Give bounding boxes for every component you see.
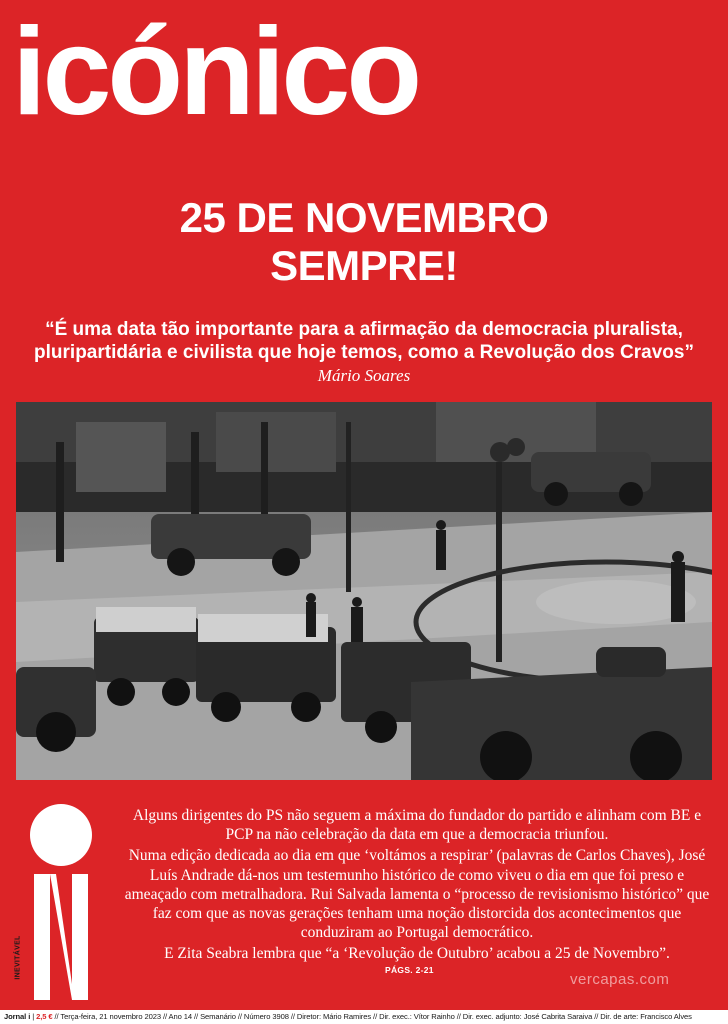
watermark: vercapas.com: [570, 971, 670, 988]
story-paragraph-2: Numa edição dedicada ao dia em que ‘voltámos a respirar’ (palavras de Carlos Chaves), José Luís Andrade dá-nos um testemunho histórico de como viveu o dia em que foi preso e ameaçado com metralhadora. Rui Salvada lamenta o “processo de revisionismo histórico” que faz com que as novas gerações tenham uma noção distorcida dos acontecimentos que conduziram ao Portugal democrático.: [124, 847, 710, 942]
logo-label: INEVITÁVEL: [14, 935, 22, 980]
footer-separator: |: [32, 1012, 37, 1021]
headline-line-1: 25 DE NOVEMBRO: [179, 194, 549, 241]
quote-author: Mário Soares: [317, 366, 411, 385]
i-logo-icon: [30, 804, 92, 866]
quote-line-1: “É uma data tão importante para a afirmação da democracia pluralista,: [45, 319, 683, 340]
pull-quote: [14, 318, 714, 364]
logo-stem-shape: [34, 874, 88, 1000]
cover-story-text: [118, 806, 716, 966]
brand-logo: [14, 804, 104, 1000]
photo-illustration: [16, 402, 712, 780]
masthead-title: icónico: [12, 3, 419, 141]
headline-line-2: SEMPRE!: [270, 242, 458, 289]
footer-price: 2,5 €: [36, 1012, 53, 1021]
footer-details: // Terça-feira, 21 novembro 2023 // Ano 14 // Semanário // Número 3908 // Diretor: Mário Ramires // Dir. exec.: Vítor Rainho // Dir. exec. adjunto: José Cabrita Saraiva // Dir. de arte: Francisco Alves: [54, 1012, 692, 1021]
story-paragraph-1: Alguns dirigentes do PS não seguem a máxima do fundador do partido e alinham com BE e PCP na não celebração da data em que a democracia triunfou.: [132, 807, 702, 844]
footer-bar: [0, 1010, 728, 1024]
page-reference: PÁGS. 2-21: [385, 965, 434, 975]
story-paragraph-3: E Zita Seabra lembra que “a ‘Revolução de Outubro’ acabou a 25 de Novembro”.: [164, 945, 670, 963]
historical-photo: [16, 402, 712, 780]
quote-line-2: pluripartidária e civilista que hoje temos, como a Revolução dos Cravos”: [34, 342, 694, 363]
footer-brand: Jornal i: [4, 1012, 31, 1021]
logo-stem: [34, 874, 88, 1000]
main-headline: [0, 194, 728, 290]
